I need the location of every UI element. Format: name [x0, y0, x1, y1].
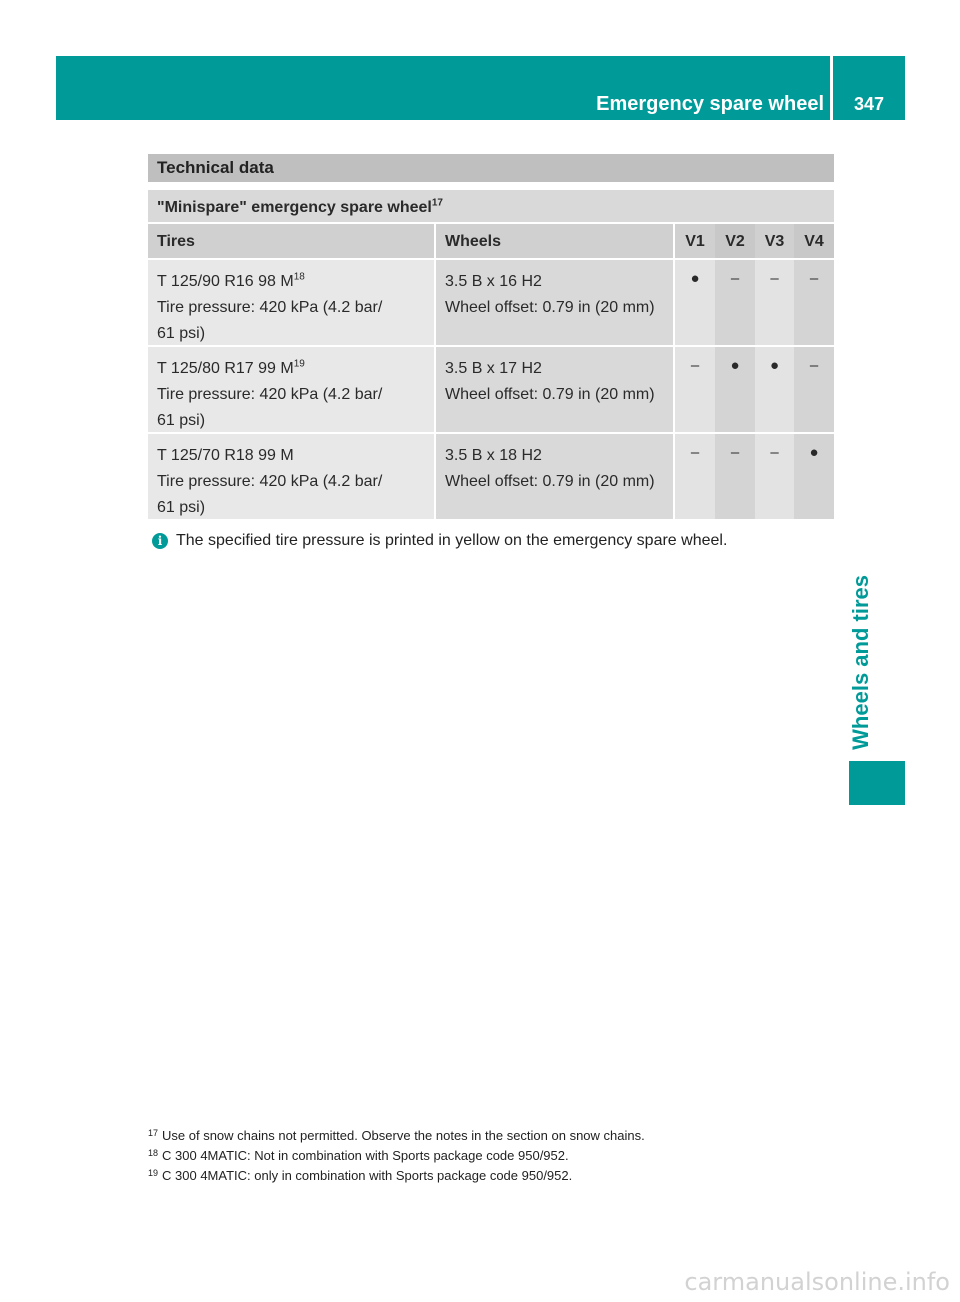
spare-wheel-table: [148, 190, 834, 521]
tire-size: T 125/90 R16 98 M: [157, 273, 294, 290]
footnote-ref: 17: [431, 197, 443, 209]
column-header-v3: V3: [755, 224, 794, 260]
wheel-size: 3.5 B x 17 H2: [445, 360, 542, 377]
side-tab: [826, 560, 896, 750]
footnote-number: 18: [148, 1148, 159, 1158]
tire-pressure: Tire pressure: 420 kPa (4.2 bar/: [157, 386, 383, 403]
tire-pressure: Tire pressure: 420 kPa (4.2 bar/: [157, 299, 383, 316]
table-header-row: [148, 224, 834, 260]
tire-cell: [148, 347, 436, 434]
wheel-size: 3.5 B x 18 H2: [445, 447, 542, 464]
wheel-cell: [436, 260, 675, 347]
column-header-wheels: Wheels: [436, 224, 675, 260]
tire-pressure-psi: 61 psi): [157, 325, 206, 342]
variant-v2-cell: ●: [715, 347, 755, 434]
column-header-v2: V2: [715, 224, 755, 260]
page-number: 347: [853, 94, 885, 114]
watermark: carmanualsonline.info: [684, 1268, 950, 1296]
variant-v3-cell: ●: [755, 347, 794, 434]
tire-size: T 125/80 R17 99 M: [157, 360, 294, 377]
variant-v4-cell: –: [794, 260, 834, 347]
wheel-cell: [436, 434, 675, 521]
footnote-ref: 19: [293, 358, 305, 370]
table-row: [148, 347, 834, 434]
page-title: Emergency spare wheel: [596, 93, 824, 115]
footnote-text: C 300 4MATIC: Not in combination with Sports package code 950/952.: [162, 1148, 569, 1163]
footnote-ref: 18: [293, 271, 305, 283]
wheel-cell: [436, 347, 675, 434]
variant-v2-cell: –: [715, 434, 755, 521]
footnote: [148, 1126, 828, 1146]
tire-pressure-psi: 61 psi): [157, 499, 206, 516]
footnote-number: 19: [148, 1168, 159, 1178]
table-row: [148, 260, 834, 347]
table-caption-row: [148, 190, 834, 224]
section-heading: Technical data: [148, 154, 834, 182]
variant-v1-cell: –: [675, 347, 715, 434]
wheel-size: 3.5 B x 16 H2: [445, 273, 542, 290]
column-header-tires: Tires: [148, 224, 436, 260]
tire-cell: [148, 434, 436, 521]
info-note-text: The specified tire pressure is printed in yellow on the emergency spare wheel.: [176, 532, 728, 549]
footnote: [148, 1166, 828, 1186]
tire-pressure-psi: 61 psi): [157, 412, 206, 429]
tire-pressure: Tire pressure: 420 kPa (4.2 bar/: [157, 473, 383, 490]
footnote-text: Use of snow chains not permitted. Observe the notes in the section on snow chains.: [162, 1128, 645, 1143]
tire-cell: [148, 260, 436, 347]
info-note: [152, 529, 832, 553]
table-caption: "Minispare" emergency spare wheel$^{17}$: [148, 190, 834, 224]
wheel-offset: Wheel offset: 0.79 in (20 mm): [445, 386, 655, 403]
column-header-v1: V1: [675, 224, 715, 260]
variant-v3-cell: –: [755, 434, 794, 521]
table-row: [148, 434, 834, 521]
side-tab-label: Wheels and tires: [848, 575, 873, 750]
footnotes: [148, 1126, 828, 1186]
variant-v4-cell: ●: [794, 434, 834, 521]
variant-v1-cell: –: [675, 434, 715, 521]
footnote-number: 17: [148, 1128, 159, 1138]
variant-v1-cell: ●: [675, 260, 715, 347]
variant-v4-cell: –: [794, 347, 834, 434]
variant-v2-cell: –: [715, 260, 755, 347]
column-header-v4: V4: [794, 224, 834, 260]
wheel-offset: Wheel offset: 0.79 in (20 mm): [445, 473, 655, 490]
variant-v3-cell: –: [755, 260, 794, 347]
footnote: [148, 1146, 828, 1166]
tire-size: T 125/70 R18 99 M: [157, 447, 294, 464]
wheel-offset: Wheel offset: 0.79 in (20 mm): [445, 299, 655, 316]
info-icon: i: [152, 533, 168, 549]
side-tab-marker: [849, 761, 905, 805]
footnote-text: C 300 4MATIC: only in combination with Sports package code 950/952.: [162, 1168, 573, 1183]
